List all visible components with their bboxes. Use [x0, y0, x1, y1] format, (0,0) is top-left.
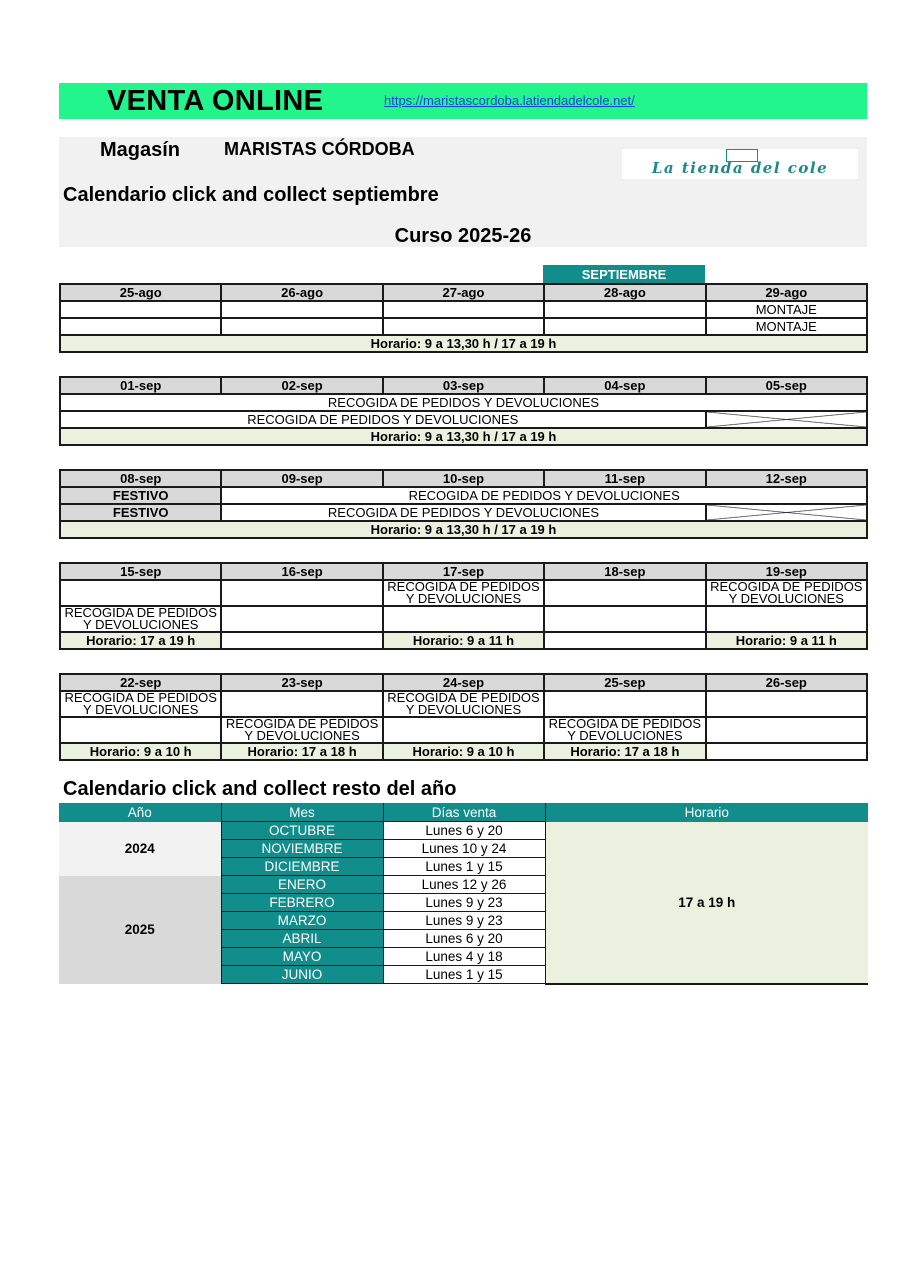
recogida-cell: RECOGIDA DE PEDIDOS Y DEVOLUCIONES — [221, 717, 382, 743]
recogida-cell: RECOGIDA DE PEDIDOS Y DEVOLUCIONES — [706, 580, 867, 606]
table-row — [59, 822, 868, 840]
tienda-logo — [622, 149, 858, 179]
week-header-row — [60, 674, 867, 691]
crossed-out-cell — [706, 504, 867, 521]
month-cell: FEBRERO — [221, 894, 383, 912]
day-header: 09-sep — [221, 470, 382, 487]
montaje-cell: MONTAJE — [706, 301, 867, 318]
empty-cell — [544, 318, 705, 335]
empty-cell — [383, 301, 544, 318]
festivo-cell: FESTIVO — [60, 487, 221, 504]
magasin-label: Magasín — [100, 139, 181, 161]
schedule-row — [60, 487, 867, 504]
day-header: 28-ago — [544, 284, 705, 301]
empty-cell — [60, 318, 221, 335]
empty-cell — [60, 301, 221, 318]
empty-cell — [706, 743, 867, 760]
month-cell: ABRIL — [221, 930, 383, 948]
week-table-3 — [59, 469, 868, 539]
rest-of-year-table — [59, 803, 868, 985]
day-header: 15-sep — [60, 563, 221, 580]
empty-cell — [706, 691, 867, 717]
empty-cell — [60, 717, 221, 743]
day-header: 16-sep — [221, 563, 382, 580]
day-header: 11-sep — [544, 470, 705, 487]
empty-cell — [544, 632, 705, 649]
day-header: 27-ago — [383, 284, 544, 301]
day-header: 01-sep — [60, 377, 221, 394]
day-header: 05-sep — [706, 377, 867, 394]
montaje-cell: MONTAJE — [706, 318, 867, 335]
day-header: 18-sep — [544, 563, 705, 580]
recogida-cell: RECOGIDA DE PEDIDOS Y DEVOLUCIONES — [60, 394, 867, 411]
september-tab: SEPTIEMBRE — [543, 265, 705, 284]
week-table-4 — [59, 562, 868, 650]
schedule-row — [60, 301, 867, 318]
week-table-1 — [59, 283, 868, 353]
day-header: 26-sep — [706, 674, 867, 691]
empty-cell — [544, 580, 705, 606]
horario-cell: Horario: 9 a 11 h — [706, 632, 867, 649]
col-header-mes: Mes — [221, 803, 383, 822]
empty-cell — [221, 580, 382, 606]
days-cell: Lunes 1 y 15 — [383, 858, 545, 876]
schedule-row — [60, 691, 867, 717]
days-cell: Lunes 1 y 15 — [383, 966, 545, 984]
horario-cell: Horario: 17 a 18 h — [221, 743, 382, 760]
schedule-row — [60, 606, 867, 632]
month-cell: JUNIO — [221, 966, 383, 984]
banner-title: VENTA ONLINE — [107, 85, 324, 117]
horario-row — [60, 632, 867, 649]
rest-of-year-title: Calendario click and collect resto del año — [63, 778, 457, 800]
recogida-cell: RECOGIDA DE PEDIDOS Y DEVOLUCIONES — [60, 691, 221, 717]
week-header-row — [60, 377, 867, 394]
days-cell: Lunes 10 y 24 — [383, 840, 545, 858]
days-cell: Lunes 6 y 20 — [383, 822, 545, 840]
days-cell: Lunes 9 y 23 — [383, 912, 545, 930]
day-header: 17-sep — [383, 563, 544, 580]
empty-cell — [221, 318, 382, 335]
empty-cell — [383, 606, 544, 632]
september-calendar-title: Calendario click and collect septiembre — [63, 184, 439, 206]
schedule-row — [60, 580, 867, 606]
online-sale-banner — [59, 83, 867, 119]
col-header-dias: Días venta — [383, 803, 545, 822]
empty-cell — [706, 717, 867, 743]
horario-cell: Horario: 17 a 18 h — [544, 743, 705, 760]
month-cell: ENERO — [221, 876, 383, 894]
day-header: 26-ago — [221, 284, 382, 301]
col-header-horario: Horario — [545, 803, 868, 822]
day-header: 25-sep — [544, 674, 705, 691]
day-header: 29-ago — [706, 284, 867, 301]
recogida-cell: RECOGIDA DE PEDIDOS Y DEVOLUCIONES — [383, 691, 544, 717]
crossed-out-cell — [706, 411, 867, 428]
schedule-row — [60, 504, 867, 521]
month-cell: MARZO — [221, 912, 383, 930]
festivo-cell: FESTIVO — [60, 504, 221, 521]
horario-cell: Horario: 9 a 13,30 h / 17 a 19 h — [60, 521, 867, 538]
horario-cell: Horario: 9 a 11 h — [383, 632, 544, 649]
empty-cell — [221, 691, 382, 717]
schedule-row — [60, 394, 867, 411]
course-year: Curso 2025-26 — [394, 225, 532, 247]
empty-cell — [544, 691, 705, 717]
month-cell: NOVIEMBRE — [221, 840, 383, 858]
horario-row — [60, 428, 867, 445]
day-header: 08-sep — [60, 470, 221, 487]
day-header: 22-sep — [60, 674, 221, 691]
week-header-row — [60, 284, 867, 301]
horario-cell: Horario: 9 a 10 h — [383, 743, 544, 760]
days-cell: Lunes 6 y 20 — [383, 930, 545, 948]
col-header-ano: Año — [59, 803, 221, 822]
day-header: 04-sep — [544, 377, 705, 394]
day-header: 25-ago — [60, 284, 221, 301]
recogida-cell: RECOGIDA DE PEDIDOS Y DEVOLUCIONES — [60, 411, 706, 428]
horario-row — [60, 743, 867, 760]
week-header-row — [60, 563, 867, 580]
horario-cell: Horario: 9 a 13,30 h / 17 a 19 h — [60, 335, 867, 352]
store-link[interactable]: https://maristascordoba.latiendadelcole.net/ — [384, 93, 635, 108]
days-cell: Lunes 9 y 23 — [383, 894, 545, 912]
day-header: 24-sep — [383, 674, 544, 691]
day-header: 03-sep — [383, 377, 544, 394]
schedule-row — [60, 717, 867, 743]
empty-cell — [383, 717, 544, 743]
horario-row — [60, 521, 867, 538]
empty-cell — [706, 606, 867, 632]
horario-row — [60, 335, 867, 352]
horario-cell: Horario: 9 a 10 h — [60, 743, 221, 760]
week-header-row — [60, 470, 867, 487]
empty-cell — [221, 301, 382, 318]
recogida-cell: RECOGIDA DE PEDIDOS Y DEVOLUCIONES — [221, 504, 705, 521]
recogida-cell: RECOGIDA DE PEDIDOS Y DEVOLUCIONES — [221, 487, 867, 504]
month-cell: OCTUBRE — [221, 822, 383, 840]
day-header: 12-sep — [706, 470, 867, 487]
year-cell-2025: 2025 — [59, 876, 221, 984]
day-header: 23-sep — [221, 674, 382, 691]
empty-cell — [544, 606, 705, 632]
schedule-row — [60, 411, 867, 428]
empty-cell — [383, 318, 544, 335]
days-cell: Lunes 12 y 26 — [383, 876, 545, 894]
days-cell: Lunes 4 y 18 — [383, 948, 545, 966]
day-header: 02-sep — [221, 377, 382, 394]
month-cell: DICIEMBRE — [221, 858, 383, 876]
year-cell-2024: 2024 — [59, 822, 221, 876]
recogida-cell: RECOGIDA DE PEDIDOS Y DEVOLUCIONES — [544, 717, 705, 743]
empty-cell — [221, 606, 382, 632]
year-table-header — [59, 803, 868, 822]
empty-cell — [221, 632, 382, 649]
schedule-row — [60, 318, 867, 335]
month-cell: MAYO — [221, 948, 383, 966]
recogida-cell: RECOGIDA DE PEDIDOS Y DEVOLUCIONES — [383, 580, 544, 606]
magasin-name: MARISTAS CÓRDOBA — [224, 139, 415, 159]
info-block — [59, 137, 867, 247]
day-header: 10-sep — [383, 470, 544, 487]
horario-cell: Horario: 17 a 19 h — [60, 632, 221, 649]
horario-cell: 17 a 19 h — [545, 822, 868, 984]
week-table-5 — [59, 673, 868, 761]
logo-text: La tienda del cole — [651, 159, 829, 177]
day-header: 19-sep — [706, 563, 867, 580]
horario-cell: Horario: 9 a 13,30 h / 17 a 19 h — [60, 428, 867, 445]
empty-cell — [60, 580, 221, 606]
recogida-cell: RECOGIDA DE PEDIDOS Y DEVOLUCIONES — [60, 606, 221, 632]
empty-cell — [544, 301, 705, 318]
week-table-2 — [59, 376, 868, 446]
